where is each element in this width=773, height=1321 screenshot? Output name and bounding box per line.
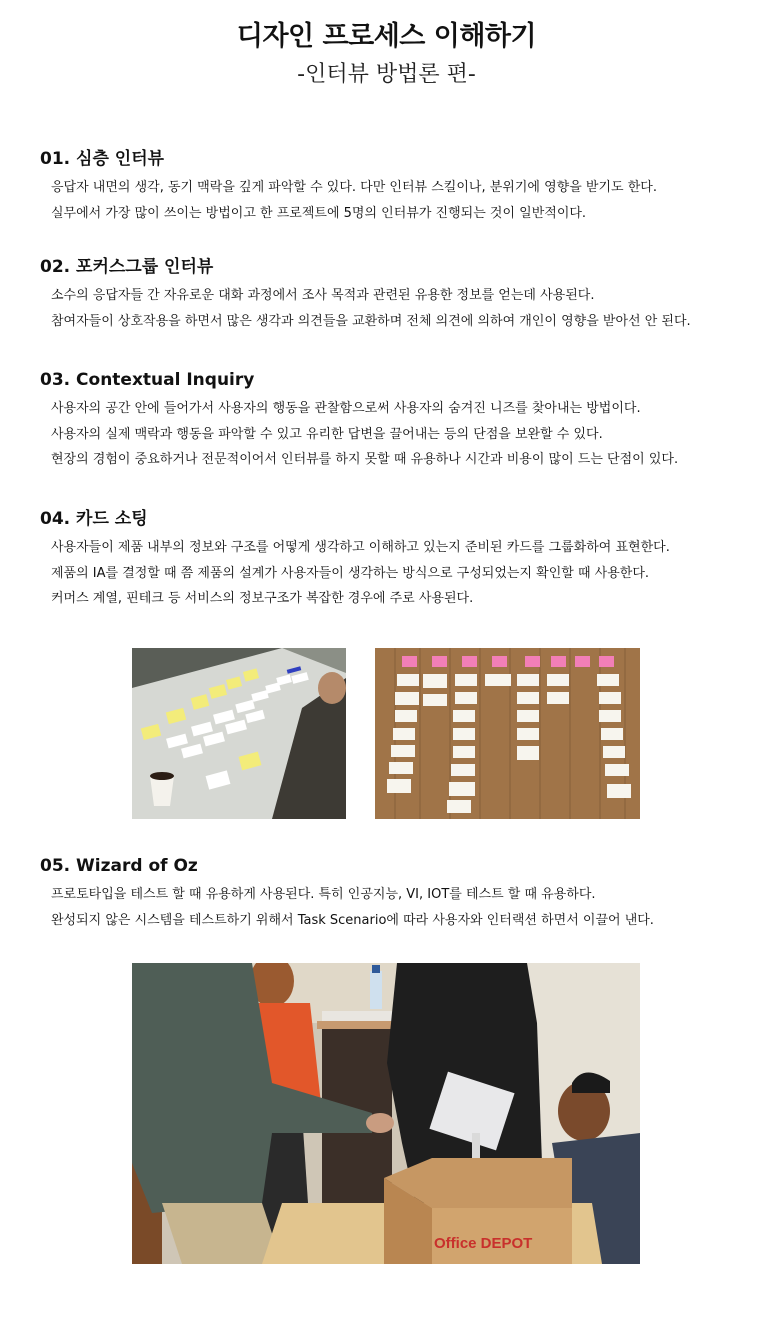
section-text-line: 사용자의 실제 맥락과 행동을 파악할 수 있고 유리한 답변을 끌어내는 등의 단점을 보완할 수 있다. xyxy=(51,426,603,442)
section-text-line: 프로토타입을 테스트 할 때 유용하게 사용된다. 특히 인공지능, VI, IOT를 테스트 할 때 유용하다. xyxy=(51,887,596,902)
section-text-line: 사용자의 공간 안에 들어가서 사용자의 행동을 관찰함으로써 사용자의 숨겨진 니즈를 찾아내는 방법이다. xyxy=(51,401,641,416)
section-title: 01. 심층 인터뷰 xyxy=(40,149,165,169)
section-text-line: 현장의 경험이 중요하거나 전문적이어서 인터뷰를 하지 못할 때 유용하나 시간과 비용이 많이 드는 단점이 있다. xyxy=(51,452,679,467)
section-text-line: 완성되지 않은 시스템을 테스트하기 위해서 Task Scenario에 따라 사용자와 인터랙션 하면서 이끌어 낸다. xyxy=(51,912,654,928)
section-focus-group xyxy=(40,256,760,334)
section-text-line: 커머스 계열, 핀테크 등 서비스의 정보구조가 복잡한 경우에 주로 사용된다. xyxy=(51,591,474,606)
section-title: 04. 카드 소팅 xyxy=(40,509,148,529)
page-subtitle: -인터뷰 방법론 편- xyxy=(297,62,476,87)
section-in-depth-interview xyxy=(40,148,760,226)
section-text-line: 참여자들이 상호작용을 하면서 많은 생각과 의견들을 교환하며 전체 의견에 의하여 개인이 영향을 받아선 안 된다. xyxy=(51,313,691,329)
section-title: 02. 포커스그룹 인터뷰 xyxy=(40,257,214,277)
wizard-of-oz-photo xyxy=(132,963,640,1264)
section-card-sorting xyxy=(40,508,760,612)
section-wizard-of-oz xyxy=(40,855,760,933)
section-text-line: 실무에서 가장 많이 쓰이는 방법이고 한 프로젝트에 5명의 인터뷰가 진행되는 것이 일반적이다. xyxy=(51,205,587,221)
section-text-line: 사용자들이 제품 내부의 정보와 구조를 어떻게 생각하고 이해하고 있는지 준비된 카드를 그룹화하여 표현한다. xyxy=(51,540,670,555)
section-text-line: 응답자 내면의 생각, 동기 맥락을 깊게 파악할 수 있다. 다만 인터뷰 스킬이나, 분위기에 영향을 받기도 한다. xyxy=(51,180,657,195)
box-label: Office DEPOT xyxy=(434,1235,533,1252)
section-text-line: 제품의 IA를 결정할 때 쯤 제품의 설계가 사용자들이 생각하는 방식으로 구성되었는지 확인할 때 사용한다. xyxy=(51,565,650,581)
card-sorting-table-photo xyxy=(132,648,346,819)
section-title: 03. Contextual Inquiry xyxy=(40,370,255,390)
page-title: 디자인 프로세스 이해하기 xyxy=(236,21,537,52)
card-sorting-floor-photo xyxy=(375,648,640,819)
section-text-line: 소수의 응답자들 간 자유로운 대화 과정에서 조사 목적과 관련된 유용한 정보를 얻는데 사용된다. xyxy=(51,288,595,303)
section-contextual-inquiry xyxy=(40,369,760,473)
section-title: 05. Wizard of Oz xyxy=(40,856,198,876)
